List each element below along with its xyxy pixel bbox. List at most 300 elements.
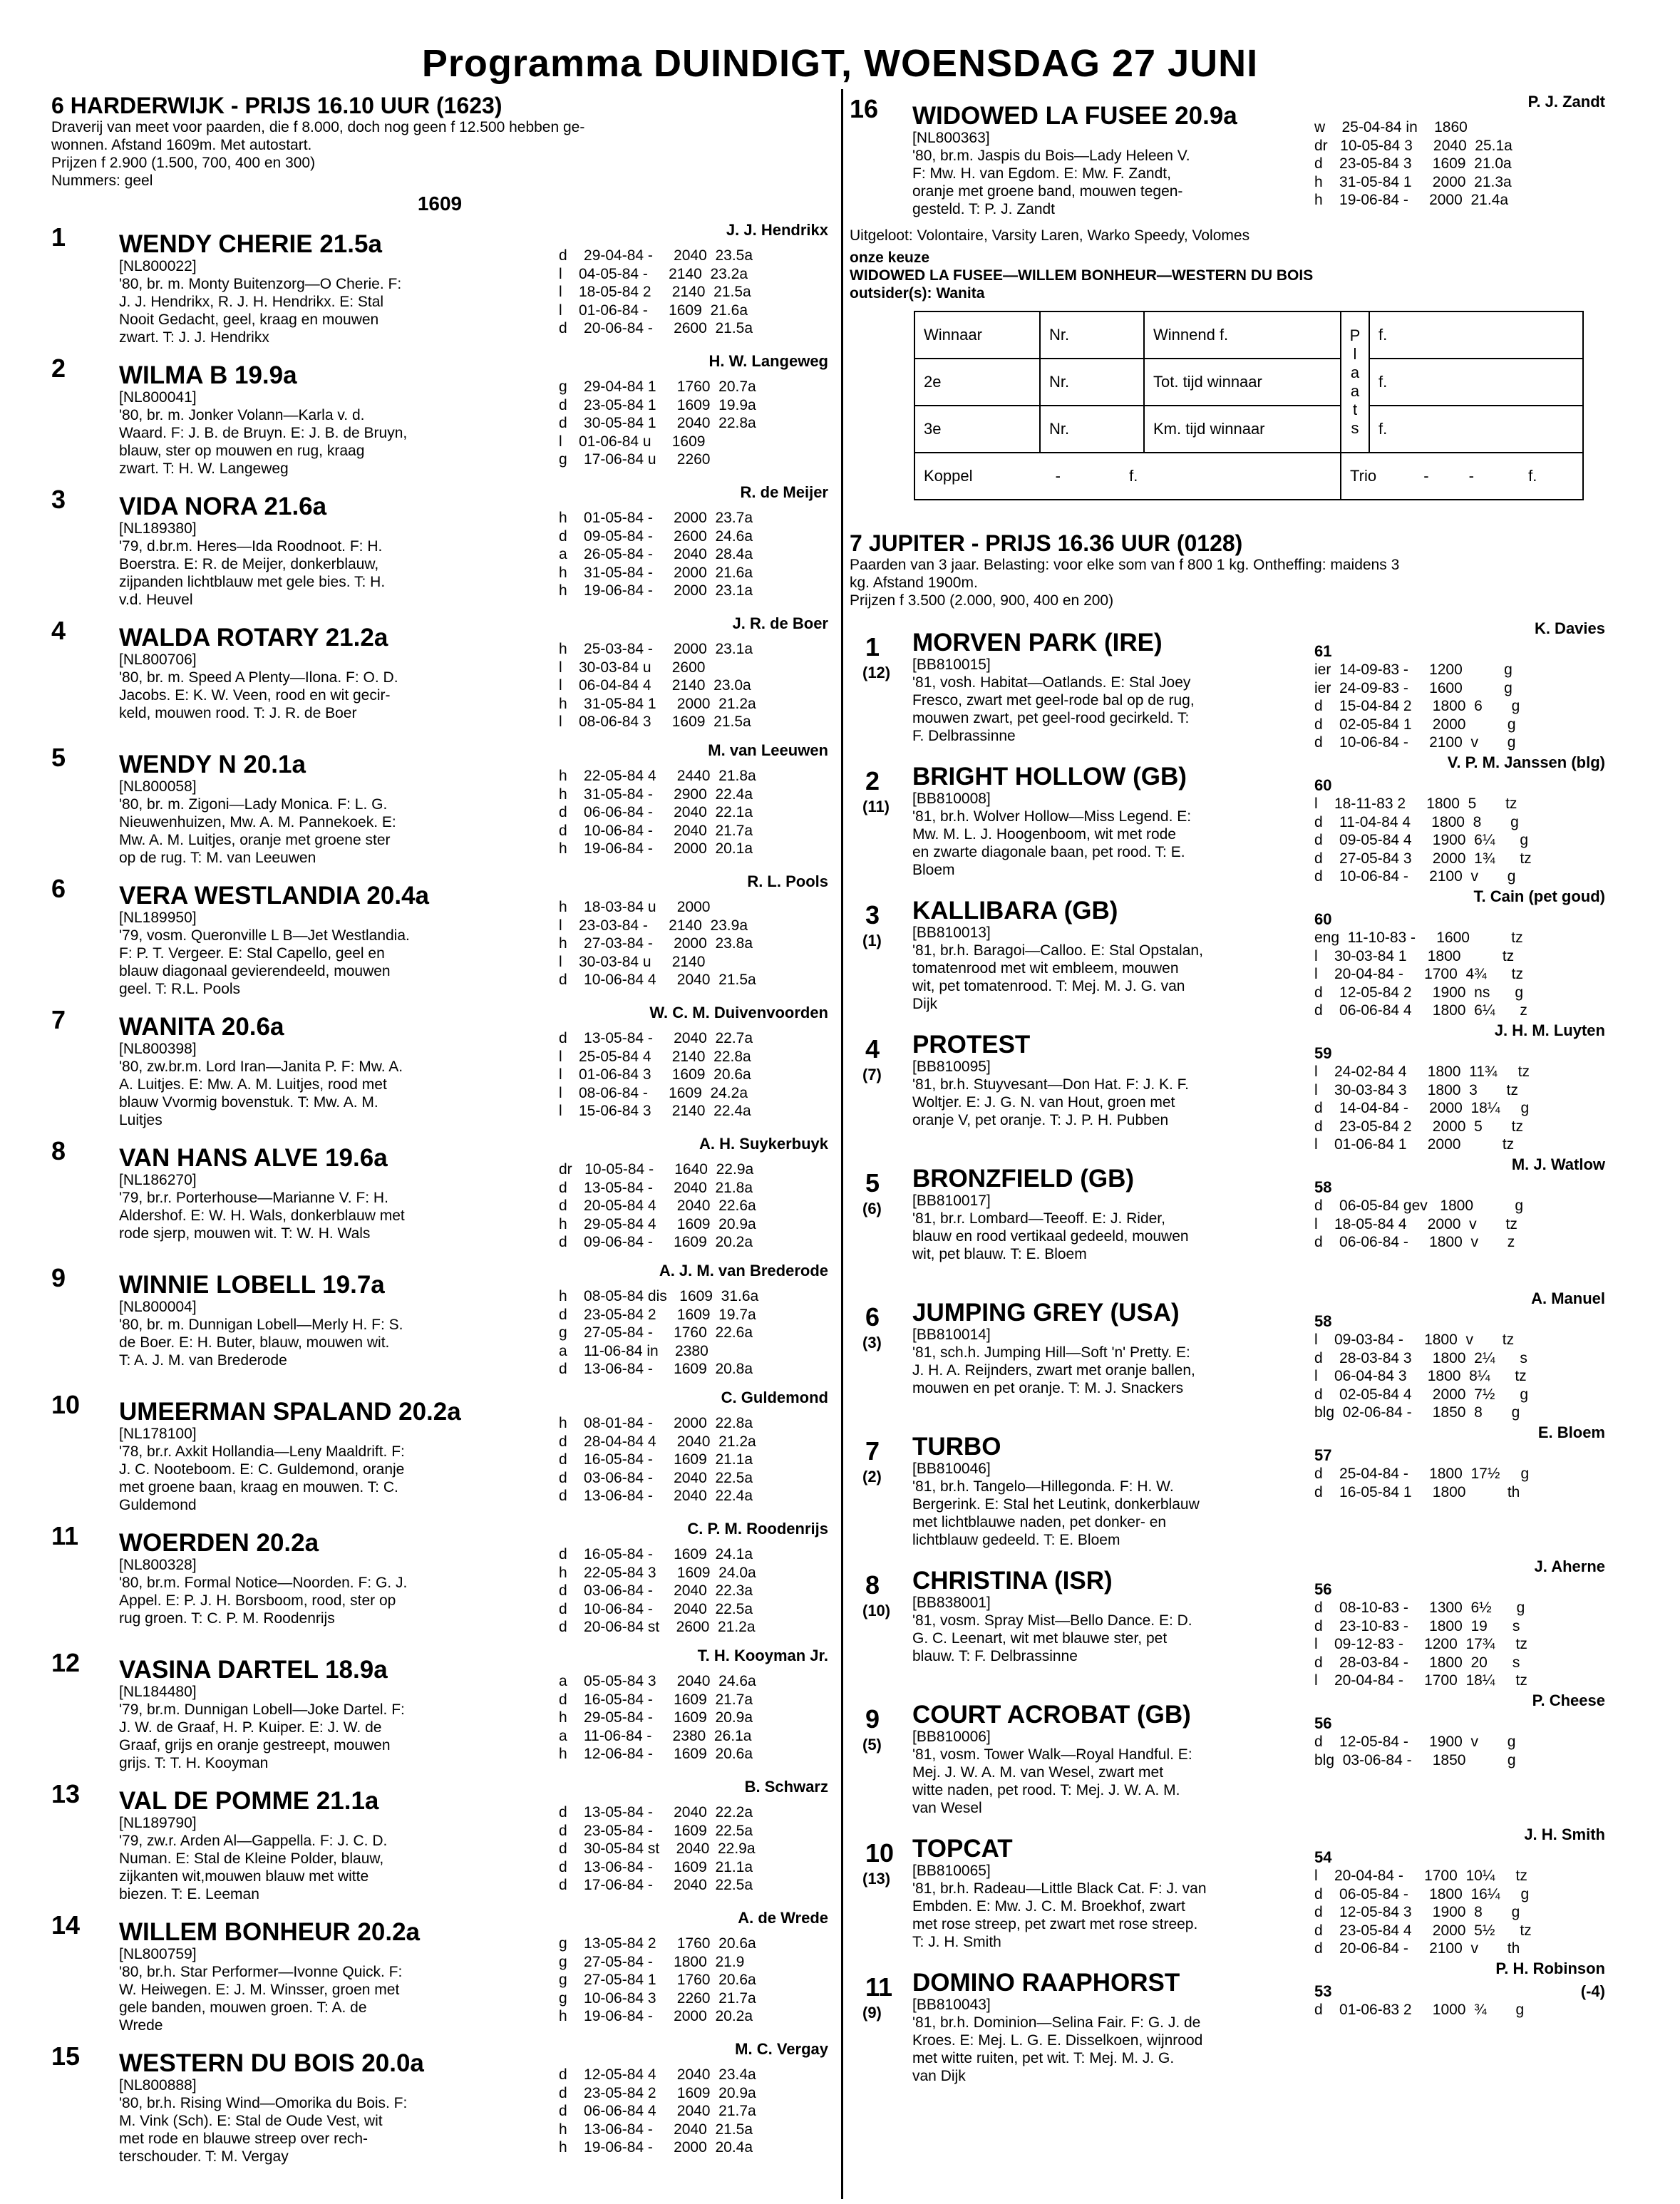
horse-name: MORVEN PARK (IRE) — [912, 629, 1163, 656]
horse-results — [559, 1545, 756, 1637]
result-line: l 01-06-84 u 1609 — [559, 433, 706, 450]
horse-description — [912, 1746, 1308, 1817]
description-line: Bergerink. E: Stal het Leutink, donkerblauw — [912, 1496, 1200, 1513]
description-line: '81, br.h. Tangelo—Hillegonda. F: H. W. — [912, 1478, 1174, 1495]
payout-f1: f. — [1369, 311, 1583, 359]
result-line: h 31-05-84 1 2000 21.3a — [1314, 173, 1512, 190]
description-line: '81, sch.h. Jumping Hill—Soft 'n' Pretty. E: — [912, 1344, 1190, 1361]
horse-registration: [BB810046] — [912, 1461, 991, 1477]
horse-weight: 59 — [1314, 1044, 1332, 1062]
description-line: Fresco, zwart met geel-rode bal op de rug, — [912, 692, 1195, 709]
result-line: h 19-06-84 - 2000 20.4a — [559, 2139, 753, 2156]
result-line: blg 03-06-84 - 1850 g — [1314, 1751, 1516, 1768]
race7-info: Paarden van 3 jaar. Belasting: voor elke som van f 800 1 kg. Ontheffing: maidens 3 kg. Afstand 1900m. Prijzen f 3.500 (2.000, 900, 400 en 200) — [850, 557, 1400, 609]
description-line: '79, br.m. Dunnigan Lobell—Joke Dartel. F: — [119, 1701, 405, 1718]
description-line: Numan. E: Stal de Kleine Polder, blauw, — [119, 1850, 384, 1867]
description-line: rode sjerp, mouwen wit. T: W. H. Wals — [119, 1225, 371, 1242]
horse-trainer: M. van Leeuwen — [708, 741, 828, 759]
horse-trainer: P. J. Zandt — [1527, 93, 1605, 110]
horse-registration: [NL800759] — [119, 1946, 197, 1962]
result-line: ier 14-09-83 - 1200 g — [1314, 661, 1512, 678]
post-position: (5) — [862, 1736, 882, 1754]
horse-trainer: A. de Wrede — [738, 1909, 828, 1927]
horse-number: 7 — [865, 1436, 880, 1466]
payout-nr2: Nr. — [1040, 359, 1144, 406]
race7-horse-5 — [850, 1155, 1605, 1282]
result-line: d 03-06-84 - 2040 22.3a — [559, 1582, 753, 1599]
result-line: d 20-06-84 - 2100 v th — [1314, 1940, 1520, 1957]
race6-horse-12 — [51, 1647, 828, 1772]
result-line: d 09-05-84 4 1900 6¼ g — [1314, 832, 1529, 848]
horse-name: VASINA DARTEL 18.9a — [119, 1656, 388, 1684]
horse-results — [559, 1160, 756, 1252]
result-line: h 29-05-84 4 1609 20.9a — [559, 1215, 756, 1232]
description-line: biezen. T: E. Leeman — [119, 1886, 259, 1902]
horse-weight: 57 — [1314, 1446, 1332, 1464]
race7-horse-1 — [850, 619, 1605, 751]
horse-trainer: E. Bloem — [1537, 1423, 1605, 1441]
horse-results — [1314, 2001, 1524, 2019]
horse-description — [912, 147, 1307, 218]
result-line: h 13-06-84 - 2040 21.5a — [559, 2121, 753, 2138]
description-line: '78, br.r. Axkit Hollandia—Leny Maaldrift. F: — [119, 1443, 405, 1460]
horse-description — [119, 927, 552, 998]
result-line: h 08-01-84 - 2000 22.8a — [559, 1415, 753, 1431]
description-line: blauw. T: F. Delbrassinne — [912, 1648, 1078, 1664]
description-line: M. Vink (Sch). E: Stal de Oude Vest, wit — [119, 2113, 383, 2129]
horse-description — [912, 1210, 1308, 1263]
description-line: Bloem — [912, 862, 955, 878]
horse-description — [119, 669, 552, 722]
horse-results — [559, 2066, 756, 2157]
description-line: v.d. Heuvel — [119, 592, 193, 608]
horse-number: 8 — [865, 1570, 880, 1600]
result-line: l 30-03-84 1 1800 tz — [1314, 947, 1515, 964]
horse-number: 6 — [51, 874, 66, 903]
horse-results — [559, 509, 753, 600]
horse-number: 4 — [51, 616, 66, 645]
horse-name: WILMA B 19.9a — [119, 361, 297, 389]
horse-name: BRONZFIELD (GB) — [912, 1165, 1135, 1193]
result-line: eng 11-10-83 - 1600 tz — [1314, 930, 1523, 946]
result-line: h 27-03-84 - 2000 23.8a — [559, 935, 753, 952]
horse-weight: 58 — [1314, 1178, 1332, 1196]
description-line: Woltjer. E: J. G. N. van Hout, groen met — [912, 1094, 1175, 1111]
result-line: h 22-05-84 4 2440 21.8a — [559, 768, 756, 784]
horse-name: WENDY CHERIE 21.5a — [119, 230, 382, 258]
horse-results — [1314, 1465, 1529, 1501]
horse-results — [559, 378, 756, 469]
horse-trainer: H. W. Langeweg — [708, 352, 828, 370]
description-line: lichtblauw gedeeld. T: E. Bloem — [912, 1532, 1120, 1548]
result-line: d 06-06-84 4 1800 6¼ z — [1314, 1002, 1527, 1019]
horse-name: WILLEM BONHEUR 20.2a — [119, 1918, 420, 1946]
horse-results — [1314, 1063, 1530, 1154]
race6-horse-15 — [51, 2040, 828, 2166]
race6-horse-8 — [51, 1135, 828, 1256]
result-line: d 16-05-84 - 1609 21.7a — [559, 1691, 753, 1708]
result-line: l 30-03-84 u 2140 — [559, 953, 706, 970]
result-line: d 09-05-84 - 2600 24.6a — [559, 527, 753, 545]
horse-description — [119, 1701, 552, 1772]
description-line: tomatenrood met wit embleem, mouwen — [912, 960, 1179, 977]
description-line: '81, br.h. Baragoi—Calloo. E: Stal Opstalan, — [912, 942, 1203, 959]
description-line: wit, pet tomatenrood. T: Mej. M. J. G. van — [912, 978, 1185, 994]
result-line: d 10-06-84 - 2100 v g — [1314, 734, 1516, 751]
result-line: d 10-06-84 - 2100 v g — [1314, 868, 1516, 885]
horse-description — [119, 2094, 552, 2166]
race7-horse-11 — [850, 1960, 1605, 2086]
result-line: d 25-04-84 - 1800 17½ g — [1314, 1466, 1530, 1482]
result-line: d 20-06-84 - 2600 21.5a — [559, 320, 753, 336]
race7-heading: 7 JUPITER - PRIJS 16.36 UUR (0128) — [850, 530, 1243, 556]
result-line: h 08-05-84 dis 1609 31.6a — [559, 1288, 759, 1304]
description-line: en zwarte diagonale baan, pet rood. T: E. — [912, 844, 1185, 860]
horse-registration: [NL800706] — [119, 652, 197, 668]
horse-name: VIDA NORA 21.6a — [119, 493, 327, 520]
result-line: d 23-05-84 - 1609 22.5a — [559, 1822, 753, 1839]
horse-number: 11 — [51, 1521, 79, 1550]
description-line: J. H. A. Reijnders, zwart met oranje ballen, — [912, 1362, 1195, 1379]
horse-trainer: P. H. Robinson — [1495, 1960, 1605, 1977]
horse-trainer: J. R. de Boer — [732, 614, 828, 632]
result-line: l 25-05-84 4 2140 22.8a — [559, 1048, 751, 1065]
description-line: rug groen. T: C. P. M. Roodenrijs — [119, 1610, 335, 1627]
payout-koppel: Koppel - f. — [914, 453, 1341, 500]
race7-horse-7 — [850, 1423, 1605, 1550]
horse-number: 16 — [850, 94, 879, 123]
result-line: g 27-05-84 - 1800 21.9 — [559, 1953, 745, 1970]
horse-number: 14 — [51, 1910, 81, 1940]
result-line: l 06-04-84 4 2140 23.0a — [559, 677, 751, 694]
horse-name: TOPCAT — [912, 1835, 1013, 1863]
description-line: gele banden, mouwen groen. T: A. de — [119, 1999, 367, 2016]
description-line: '81, vosh. Habitat—Oatlands. E: Stal Joey — [912, 674, 1191, 691]
horse-name: JUMPING GREY (USA) — [912, 1299, 1180, 1327]
race7-horse-9 — [850, 1691, 1605, 1818]
description-line: Embden. E: Mw. J. C. M. Broekhof, zwart — [912, 1898, 1185, 1915]
description-line: Luitjes — [119, 1112, 163, 1128]
description-line: grijs. T: T. H. Kooyman — [119, 1755, 269, 1771]
result-line: d 13-05-84 - 2040 21.8a — [559, 1179, 753, 1196]
horse-description — [912, 1344, 1308, 1397]
description-line: '81, vosm. Tower Walk—Royal Handful. E: — [912, 1746, 1192, 1763]
horse-name: WESTERN DU BOIS 20.0a — [119, 2049, 424, 2077]
payout-nr3: Nr. — [1040, 406, 1144, 453]
horse-number: 4 — [865, 1034, 880, 1064]
description-line: met rode en blauwe streep over rech- — [119, 2131, 369, 2147]
result-line: w 25-04-84 in 1860 — [1314, 119, 1468, 135]
horse-registration: [BB810014] — [912, 1327, 991, 1343]
description-line: keld, mouwen rood. T: J. R. de Boer — [119, 705, 357, 721]
horse-weight: 54 — [1314, 1848, 1332, 1866]
horse-trainer: A. H. Suykerbuyk — [699, 1135, 828, 1153]
race6-horse-7 — [51, 1004, 828, 1129]
payout-third: 3e — [914, 406, 1040, 453]
horse-name: DOMINO RAAPHORST — [912, 1969, 1180, 1997]
description-line: geel. T: R.L. Pools — [119, 981, 241, 997]
description-line: van Wesel — [912, 1800, 982, 1816]
result-line: d 16-05-84 1 1800 th — [1314, 1483, 1520, 1500]
horse-registration: [BB810015] — [912, 656, 991, 673]
horse-registration: [NL184480] — [119, 1684, 197, 1700]
horse-results — [559, 1935, 756, 2026]
result-line: d 14-04-84 - 2000 18¼ g — [1314, 1100, 1530, 1116]
payout-table — [914, 311, 1584, 500]
horse-description — [912, 1612, 1308, 1665]
description-line: Waard. F: J. B. de Bruyn. E: J. B. de Bruyn, — [119, 425, 408, 441]
result-line: h 19-06-84 - 2000 21.4a — [1314, 192, 1509, 208]
description-line: met witte ruiten, pet wit. T: Mej. M. J. G. — [912, 2050, 1175, 2066]
horse-description — [912, 1880, 1308, 1951]
horse-weight: 56 — [1314, 1580, 1332, 1598]
horse-registration: [NL186270] — [119, 1172, 197, 1188]
result-line: h 01-05-84 - 2000 23.7a — [559, 510, 753, 526]
horse-trainer: B. Schwarz — [744, 1778, 828, 1796]
result-line: g 10-06-84 3 2260 21.7a — [559, 1989, 756, 2007]
result-line: d 06-06-84 4 2040 21.7a — [559, 2103, 756, 2119]
race6-horse-10 — [51, 1389, 828, 1514]
horse-name: VAL DE POMME 21.1a — [119, 1787, 379, 1815]
horse-registration: [BB810008] — [912, 791, 991, 807]
horse-number: 9 — [865, 1704, 880, 1734]
description-line: '81, br.h. Stuyvesant—Don Hat. F: J. K. F. — [912, 1076, 1190, 1093]
payout-winnend: Winnend f. — [1144, 311, 1341, 359]
description-line: blauw en rood vertikaal gedeeld, mouwen — [912, 1228, 1189, 1245]
result-line: d 27-05-84 3 2000 1¾ tz — [1314, 850, 1532, 867]
result-line: d 23-10-83 - 1800 19 s — [1314, 1617, 1520, 1634]
horse-name: VERA WESTLANDIA 20.4a — [119, 882, 429, 910]
horse-results — [559, 640, 756, 731]
description-line: Mw. M. L. J. Hoogenboom, wit met rode — [912, 826, 1176, 843]
race6-horse-4 — [51, 614, 828, 736]
result-line: g 27-05-84 - 1760 22.6a — [559, 1324, 753, 1341]
description-line: '79, vosm. Queronville L B—Jet Westlandia. — [119, 927, 410, 944]
horse-registration: [NL800004] — [119, 1299, 197, 1315]
horse-registration: [BB810013] — [912, 925, 991, 941]
description-line: oranje V, pet oranje. T: J. P. H. Pubben — [912, 1112, 1169, 1128]
result-line: h 29-05-84 - 1609 20.9a — [559, 1709, 753, 1726]
horse-name: BRIGHT HOLLOW (GB) — [912, 763, 1187, 791]
result-line: l 20-04-84 - 1700 18¼ tz — [1314, 1672, 1527, 1689]
horse-trainer: A. Manuel — [1531, 1289, 1605, 1307]
race7-horse-8 — [850, 1557, 1605, 1689]
horse-results — [559, 1803, 756, 1895]
race7-horse-6 — [850, 1289, 1605, 1421]
horse-name: VAN HANS ALVE 19.6a — [119, 1144, 388, 1172]
result-line: dr 10-05-84 3 2040 25.1a — [1314, 137, 1512, 154]
result-line: d 23-05-84 2 1609 19.7a — [559, 1306, 756, 1323]
horse-trainer: M. J. Watlow — [1511, 1155, 1605, 1173]
post-position: (9) — [862, 2004, 882, 2022]
horse-description — [119, 406, 552, 478]
race6-horse-1 — [51, 221, 828, 346]
result-line: d 23-05-84 2 2000 5 tz — [1314, 1118, 1524, 1135]
race6-horse-5 — [51, 741, 828, 867]
description-line: '79, br.r. Porterhouse—Marianne V. F: H. — [119, 1190, 388, 1206]
description-line: Jacobs. E: K. W. Veen, rood en wit gecir- — [119, 687, 391, 704]
race7-horse-3 — [850, 887, 1605, 1019]
horse-description — [119, 1832, 552, 1903]
description-line: Nooit Gedacht, geel, kraag en mouwen — [119, 311, 379, 328]
result-line: a 05-05-84 3 2040 24.6a — [559, 1673, 756, 1689]
uitgeloot-text: Uitgeloot: Volontaire, Varsity Laren, Warko Speedy, Volomes — [850, 227, 1250, 244]
horse-name: UMEERMAN SPALAND 20.2a — [119, 1398, 461, 1426]
horse-trainer: W. C. M. Duivenvoorden — [649, 1004, 828, 1021]
description-line: '81, br.h. Dominion—Selina Fair. F: G. J. de — [912, 2014, 1201, 2031]
horse-trainer: A. J. M. van Brederode — [659, 1262, 828, 1279]
result-line: h 31-05-84 - 2000 21.6a — [559, 564, 753, 581]
horse-registration: [NL189790] — [119, 1815, 197, 1831]
horse-description — [912, 1076, 1308, 1129]
horse-number: 9 — [51, 1263, 66, 1292]
result-line: d 30-05-84 st 2040 22.9a — [559, 1840, 756, 1857]
post-position: (1) — [862, 932, 882, 949]
horse-results — [559, 767, 756, 858]
horse-description — [119, 1443, 552, 1514]
horse-registration: [NL800022] — [119, 258, 197, 274]
description-line: '80, br.h. Rising Wind—Omorika du Bois. F: — [119, 2095, 408, 2111]
horse-name: WALDA ROTARY 21.2a — [119, 624, 388, 652]
result-line: h 31-05-84 - 2900 22.4a — [559, 786, 753, 803]
horse-results — [559, 247, 753, 338]
result-line: l 18-05-84 4 2000 v tz — [1314, 1215, 1517, 1232]
result-line: d 13-06-84 - 1609 20.8a — [559, 1361, 753, 1377]
description-line: terschouder. T: M. Vergay — [119, 2148, 289, 2165]
horse-name: COURT ACROBAT (GB) — [912, 1701, 1191, 1729]
description-line: Wrede — [119, 2017, 163, 2034]
result-line: l 18-11-83 2 1800 5 tz — [1314, 795, 1517, 812]
horse-number: 1 — [865, 632, 880, 661]
horse-description — [119, 795, 552, 867]
description-line: zijkanten wit,mouwen blauw met witte — [119, 1868, 369, 1885]
horse-description — [912, 674, 1308, 745]
result-line: d 16-05-84 - 1609 21.1a — [559, 1451, 753, 1468]
result-line: h 31-05-84 1 2000 21.2a — [559, 695, 756, 712]
horse-registration: [NL189950] — [119, 910, 197, 926]
result-line: d 06-06-84 - 1800 v z — [1314, 1234, 1515, 1250]
description-line: met groene baan, kraag en mouwen. T: C. — [119, 1479, 398, 1495]
description-line: oranje met groene band, mouwen tegen- — [912, 183, 1183, 200]
payout-area — [850, 302, 1605, 516]
description-line: Aldershof. E: W. H. Wals, donkerblauw met — [119, 1207, 405, 1224]
result-line: l 20-04-84 - 1700 10¼ tz — [1314, 1868, 1527, 1884]
race6-section — [51, 93, 828, 2166]
horse-weight: 58 — [1314, 1312, 1332, 1330]
keuze-label: onze keuze — [850, 249, 930, 266]
horse-description — [119, 1963, 552, 2034]
horse-registration: [NL800058] — [119, 778, 197, 795]
horse-trainer: J. H. M. Luyten — [1494, 1021, 1605, 1039]
horse-weight: 61 — [1314, 642, 1332, 660]
description-line: mouwen zwart, pet geel-rood gecirkeld. T: — [912, 710, 1190, 726]
horse-description — [119, 537, 552, 609]
result-line: d 02-05-84 4 2000 7½ g — [1314, 1386, 1529, 1403]
horse-name: WENDY N 20.1a — [119, 751, 306, 778]
horse-registration: [BB810065] — [912, 1863, 991, 1879]
horse-name: WIDOWED LA FUSEE 20.9a — [912, 102, 1237, 130]
horse-trainer: R. L. Pools — [747, 872, 828, 890]
payout-winnaar: Winnaar — [914, 311, 1040, 359]
horse-results — [1314, 1197, 1523, 1252]
description-line: F: P. T. Vergeer. E: Stal Capello, geel en — [119, 945, 385, 962]
result-line: l 01-06-84 1 2000 tz — [1314, 1136, 1515, 1153]
race7-horse-2 — [850, 753, 1605, 885]
result-line: d 30-05-84 1 2040 22.8a — [559, 415, 756, 431]
result-line: d 16-05-84 - 1609 24.1a — [559, 1546, 753, 1562]
result-line: d 23-05-84 1 1609 19.9a — [559, 396, 756, 413]
race6-horse-11 — [51, 1520, 828, 1641]
post-position: (12) — [862, 664, 891, 681]
result-line: d 13-05-84 - 2040 22.2a — [559, 1804, 753, 1821]
description-line: witte naden, pet rood. T: Mej. J. W. A. M. — [912, 1782, 1180, 1798]
result-line: d 06-05-84 - 1800 16¼ g — [1314, 1885, 1530, 1902]
description-line: '80, br.m. Formal Notice—Noorden. F: G. J. — [119, 1575, 408, 1591]
result-line: g 29-04-84 1 1760 20.7a — [559, 379, 756, 395]
result-line: blg 02-06-84 - 1850 8 g — [1314, 1404, 1520, 1421]
description-line: op de rug. T: M. van Leeuwen — [119, 850, 316, 866]
result-line: d 01-06-83 2 1000 ¾ g — [1314, 2002, 1525, 2018]
horse-number: 1 — [51, 222, 66, 252]
payout-f3: f. — [1369, 406, 1583, 453]
description-line: '80, br. m. Dunnigan Lobell—Merly H. F: S. — [119, 1317, 403, 1333]
horse-number: 8 — [51, 1136, 66, 1165]
horse-weight: 56 — [1314, 1714, 1332, 1732]
description-line: wit, pet blauw. T: E. Bloem — [912, 1246, 1087, 1262]
description-line: Mw. A. M. Luitjes, oranje met groene ster — [119, 832, 391, 848]
horse-name: TURBO — [912, 1433, 1001, 1461]
description-line: '81, br.h. Wolver Hollow—Miss Legend. E: — [912, 808, 1192, 825]
result-line: l 15-06-84 3 2140 22.4a — [559, 1103, 751, 1119]
result-line: g 17-06-84 u 2260 — [559, 451, 711, 468]
description-line: met lichtblauwe naden, pet donker- en — [912, 1514, 1167, 1530]
horse-description — [912, 942, 1308, 1013]
horse-number: 10 — [51, 1390, 81, 1419]
horse-results — [559, 1287, 758, 1379]
race6-horse-6 — [51, 872, 828, 998]
horse-description — [912, 2014, 1308, 2085]
horse-registration: [NL800328] — [119, 1557, 197, 1573]
horse-description — [119, 1058, 552, 1129]
result-line: l 24-02-84 4 1800 11¾ tz — [1314, 1064, 1530, 1080]
result-line: h 25-03-84 - 2000 23.1a — [559, 641, 753, 657]
horse-number: 2 — [51, 354, 66, 383]
horse-registration: [BB810095] — [912, 1059, 991, 1075]
result-line: l 18-05-84 2 2140 21.5a — [559, 284, 751, 300]
result-line: ier 24-09-83 - 1600 g — [1314, 679, 1512, 696]
description-line: A. Luitjes. E: Mw. A. M. Luitjes, rood met — [119, 1076, 387, 1093]
description-line: blauw Vvormig bovenstuk. T: Mw. A. M. — [119, 1094, 378, 1111]
race6-horse-14 — [51, 1909, 828, 2034]
horse-registration: [BB838001] — [912, 1595, 991, 1611]
result-line: l 01-06-84 - 1609 21.6a — [559, 302, 748, 319]
description-line: '80, br.h. Star Performer—Ivonne Quick. F: — [119, 1964, 403, 1980]
race6-horse-13 — [51, 1778, 828, 1903]
horse-results — [559, 1414, 756, 1505]
result-line: d 23-05-84 3 1609 21.0a — [1314, 155, 1512, 172]
horse-results — [1314, 118, 1512, 210]
horse-number: 5 — [865, 1168, 880, 1198]
horse-name: PROTEST — [912, 1031, 1031, 1059]
description-line: Nieuwenhuizen, Mw. A. M. Pannekoek. E: — [119, 814, 396, 830]
payout-km-tijd: Km. tijd winnaar — [1144, 406, 1341, 453]
result-line: l 04-05-84 - 2140 23.2a — [559, 265, 748, 282]
result-line: d 28-03-84 3 1800 2¼ s — [1314, 1349, 1527, 1366]
horse-results — [559, 1029, 753, 1121]
result-line: d 12-05-84 4 2040 23.4a — [559, 2066, 756, 2083]
description-line: mouwen en pet oranje. T: M. J. Snackers — [912, 1380, 1184, 1396]
result-line: d 12-05-84 2 1900 ns g — [1314, 984, 1524, 1001]
